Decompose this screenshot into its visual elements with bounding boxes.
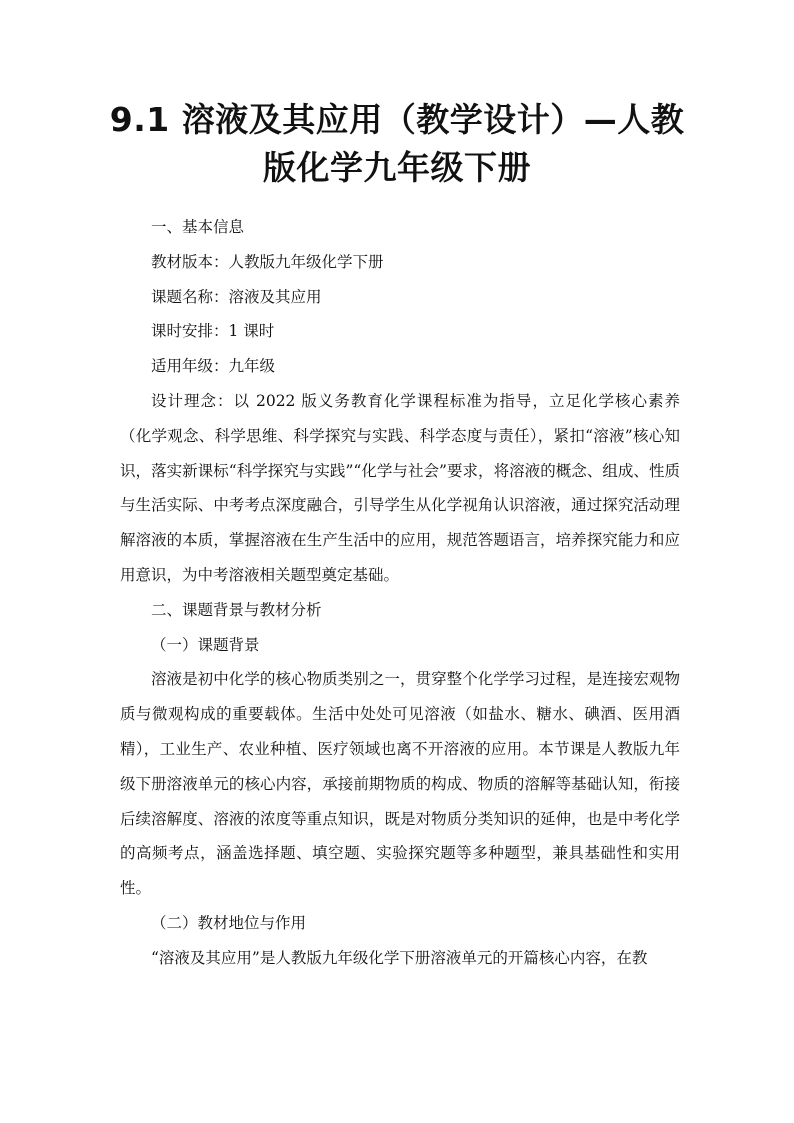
lesson-hours: 课时安排：1 课时 — [151, 322, 275, 341]
applicable-grade: 适用年级：九年级 — [151, 357, 276, 376]
document-body — [120, 210, 680, 976]
topic-background-paragraph: 溶液是初中化学的核心物质类别之一，贯穿整个化学学习过程，是连接宏观物质与微观构成的重要载体。生活中处处可见溶液（如盐水、糖水、碘酒、医用酒精），工业生产、农业种植、医疗领域也离不开溶液的应用。本节课是人教版九年级下册溶液单元的核心内容，承接前期物质的构成、物质的溶解等基础认知，衔接后续溶解度、溶液的浓度等重点知识，既是对物质分类知识的延伸，也是中考化学的高频考点，涵盖选择题、填空题、实验探究题等多种题型，兼具基础性和实用性。 — [120, 670, 680, 898]
section-heading-background: 二、课题背景与教材分析 — [151, 600, 322, 619]
document-title: 9.1 溶液及其应用（教学设计）—人教版化学九年级下册 — [109, 100, 685, 187]
section-heading-basic-info: 一、基本信息 — [151, 218, 245, 236]
textbook-edition: 教材版本：人教版九年级化学下册 — [151, 252, 384, 271]
textbook-position-paragraph: “溶液及其应用”是人教版九年级化学下册溶液单元的开篇核心内容，在教 — [151, 948, 648, 967]
subheading-topic-background: （一）课题背景 — [151, 635, 260, 654]
subheading-textbook-position: （二）教材地位与作用 — [151, 913, 307, 932]
design-philosophy-paragraph: 设计理念：以 2022 版义务教育化学课程标准为指导，立足化学核心素养（化学观念、科学思维、科学探究与实践、科学态度与责任），紧扣“溶液”核心知识，落实新课标“科学探究与实践”“化学与社会”要求，将溶液的概念、组成、性质与生活实际、中考考点深度融合，引导学生从化学视角认识溶液，通过探究活动理解溶液的本质，掌握溶液在生产生活中的应用，规范答题语言，培养探究能力和应用意识，为中考溶液相关题型奠定基础。 — [120, 391, 680, 584]
lesson-topic: 课题名称：溶液及其应用 — [151, 287, 322, 306]
